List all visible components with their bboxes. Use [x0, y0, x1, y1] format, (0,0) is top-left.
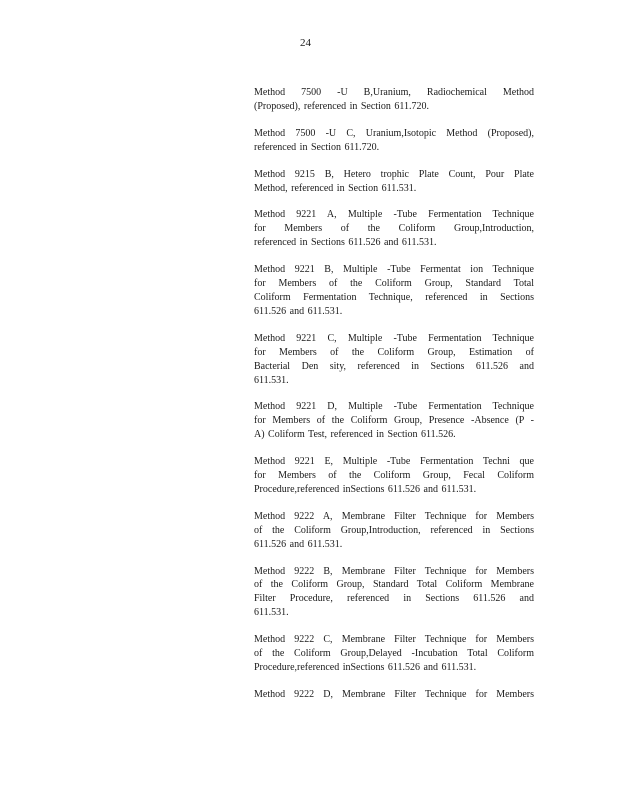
page-number: 24	[300, 37, 311, 49]
entry-line: 611.526 and 611.531.	[254, 305, 343, 317]
entry-line: Method 9222 B, Membrane Filter Technique for Members	[254, 565, 534, 577]
method-entry	[254, 263, 534, 319]
method-reference-list	[254, 86, 534, 715]
method-entry	[254, 332, 534, 388]
entry-line: Bacterial Den sity, referenced in Sections 611.526 and	[254, 360, 534, 372]
entry-line: referenced in Sections 611.526 and 611.531.	[254, 237, 437, 249]
entry-line: for Members of the Coliform Group,Introduction,	[254, 223, 534, 235]
entry-line: of the Coliform Group, Standard Total Coliform Membrane	[254, 579, 534, 591]
method-entry	[254, 565, 534, 621]
entry-line: of the Coliform Group,Introduction, referenced in Sections	[254, 524, 534, 536]
entry-line: 611.531.	[254, 607, 289, 619]
method-entry	[254, 688, 534, 702]
entry-line: Method, referenced in Section 611.531.	[254, 182, 417, 194]
entry-line: Method 7500 -U C, Uranium,Isotopic Method (Proposed),	[254, 127, 534, 139]
entry-line: Method 9215 B, Hetero trophic Plate Count, Pour Plate	[254, 168, 534, 180]
entry-line: Method 9221 E, Multiple -Tube Fermentation Techni que	[254, 456, 534, 468]
entry-line: 611.526 and 611.531.	[254, 538, 343, 550]
entry-line: for Members of the Coliform Group, Standard Total	[254, 278, 534, 290]
entry-line: (Proposed), referenced in Section 611.720.	[254, 100, 429, 112]
entry-line: Method 7500 -U B,Uranium, Radiochemical Method	[254, 87, 534, 98]
entry-line: for Members of the Coliform Group, Fecal Coliform	[254, 470, 534, 482]
method-entry	[254, 400, 534, 442]
method-entry	[254, 208, 534, 250]
method-entry	[254, 127, 534, 155]
entry-line: for Members of the Coliform Group, Estimation of	[254, 346, 534, 358]
entry-line: Method 9221 A, Multiple -Tube Fermentation Technique	[254, 209, 534, 221]
method-entry	[254, 455, 534, 497]
entry-line: Method 9221 B, Multiple -Tube Fermentat ion Technique	[254, 264, 534, 276]
entry-line: of the Coliform Group,Delayed -Incubation Total Coliform	[254, 648, 534, 660]
entry-line: Procedure,referenced inSections 611.526 and 611.531.	[254, 662, 477, 673]
entry-line: Method 9222 C, Membrane Filter Technique for Members	[254, 634, 534, 646]
method-entry	[254, 168, 534, 196]
method-entry	[254, 510, 534, 552]
method-entry	[254, 86, 534, 114]
entry-line: Coliform Fermentation Technique, referenced in Sections	[254, 291, 534, 303]
entry-line: Method 9222 A, Membrane Filter Technique for Members	[254, 510, 534, 522]
entry-line: Procedure,referenced inSections 611.526 and 611.531.	[254, 483, 477, 495]
entry-line: Method 9222 D, Membrane Filter Technique for Members	[254, 688, 534, 700]
entry-line: Method 9221 C, Multiple -Tube Fermentation Technique	[254, 332, 534, 344]
entry-line: Filter Procedure, referenced in Sections 611.526 and	[254, 593, 534, 605]
entry-line: Method 9221 D, Multiple -Tube Fermentation Technique	[254, 401, 534, 413]
entry-line: referenced in Section 611.720.	[254, 141, 380, 153]
entry-line: for Members of the Coliform Group, Presence -Absence (P -	[254, 415, 534, 427]
entry-line: A) Coliform Test, referenced in Section 611.526.	[254, 429, 456, 441]
entry-line: 611.531.	[254, 374, 289, 386]
method-entry	[254, 633, 534, 675]
